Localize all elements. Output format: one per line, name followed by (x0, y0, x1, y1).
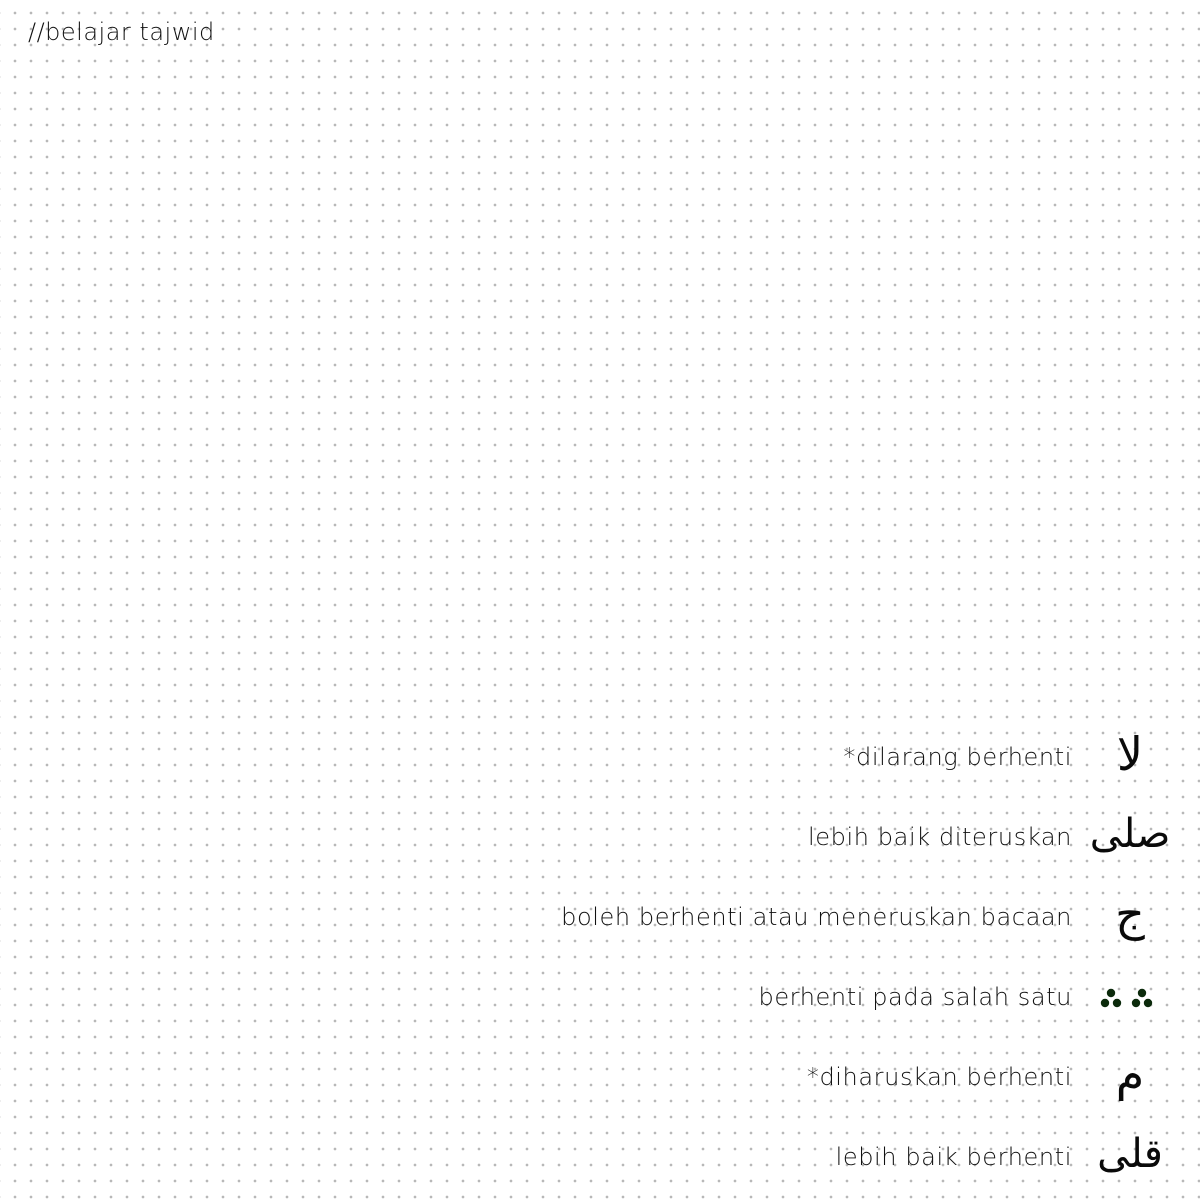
qala-symbol: قلى (1097, 1131, 1163, 1177)
mim-symbol: م (1115, 1047, 1145, 1101)
list-item-qala (470, 1115, 1170, 1195)
list-item-jim (470, 875, 1170, 955)
mark-meaning: lebih baik diteruskan (808, 823, 1072, 851)
page-title: //belajar tajwid (28, 18, 215, 46)
mark-meaning: lebih baik berhenti (835, 1143, 1072, 1171)
sala-symbol: صلى (1089, 811, 1171, 857)
list-item-muanaqah (470, 955, 1170, 1035)
mark-meaning: *dilarang berhenti (843, 743, 1072, 771)
jim-symbol: ج (1115, 887, 1145, 941)
waqf-marks-legend (470, 715, 1170, 1195)
la-symbol: لا (1116, 727, 1144, 781)
mark-meaning: boleh berhenti atau meneruskan bacaan (561, 903, 1072, 931)
list-item-la (470, 715, 1170, 795)
list-item-sala (470, 795, 1170, 875)
list-item-mim (470, 1035, 1170, 1115)
three-dot-triangle-pair-icon (1094, 979, 1164, 1019)
mark-meaning: berhenti pada salah satu (758, 983, 1072, 1011)
mark-meaning: *diharuskan berhenti (806, 1063, 1072, 1091)
